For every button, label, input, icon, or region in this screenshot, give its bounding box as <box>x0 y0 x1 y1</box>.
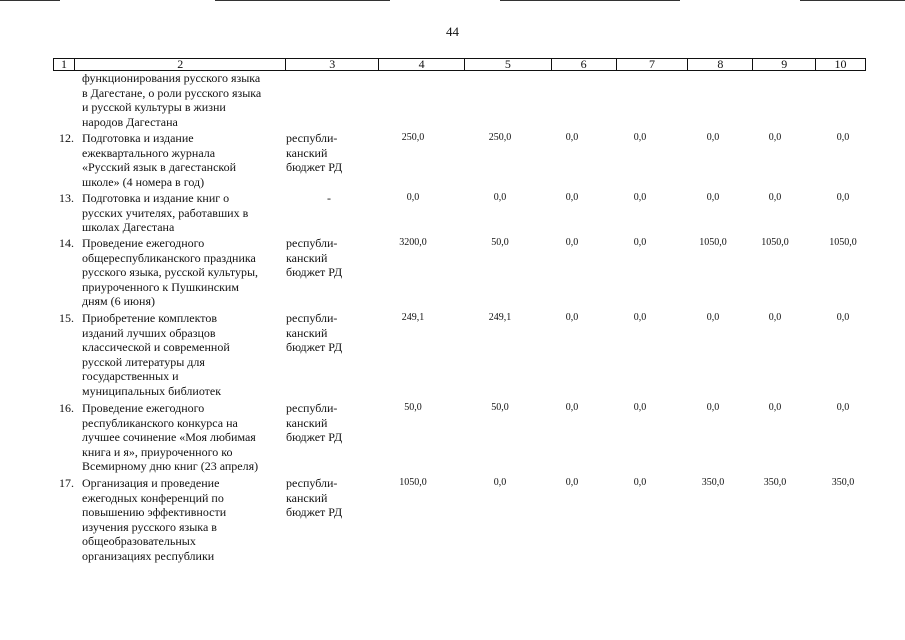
text-line: бюджет РД <box>286 160 343 174</box>
value-col-10: 0,0 <box>836 132 850 143</box>
column-header-8: 8 <box>688 59 753 70</box>
funding-source <box>286 401 376 445</box>
top-edge-line <box>500 0 680 1</box>
row-description <box>82 236 282 309</box>
column-header-10: 10 <box>834 57 847 71</box>
value-col-10: 0,0 <box>836 192 850 203</box>
text-line: Организация и проведение <box>82 476 220 490</box>
value-col-6: 0,0 <box>565 132 579 143</box>
text-line: дням (6 июня) <box>82 294 155 308</box>
text-line: муниципальных библиотек <box>82 383 222 398</box>
value-col-7: 0,0 <box>633 312 647 323</box>
text-line: организациях республики <box>82 548 215 563</box>
text-line: русской литературы для <box>82 354 205 369</box>
value-col-5: 50,0 <box>491 402 509 413</box>
funding-source <box>286 131 376 175</box>
funding-source <box>286 311 376 355</box>
text-line: Подготовка и издание <box>82 131 194 145</box>
funding-source <box>286 236 376 280</box>
value-col-8: 0,0 <box>706 312 720 323</box>
column-header-row <box>53 58 866 71</box>
value-col-9: 0,0 <box>768 192 782 203</box>
text-line: республи- <box>286 236 338 250</box>
value-col-5: 0,0 <box>493 192 507 203</box>
row-number: 15. <box>59 311 74 325</box>
value-col-10: 0,0 <box>836 402 850 413</box>
value-col-5: 249,1 <box>488 312 512 323</box>
value-col-6: 0,0 <box>565 477 579 488</box>
text-line: ежеквартального журнала <box>82 145 216 160</box>
value-col-9: 1050,0 <box>761 237 789 248</box>
text-line: канский <box>286 250 328 265</box>
row-description <box>82 401 282 474</box>
text-line: канский <box>286 325 328 340</box>
text-line: Подготовка и издание книг о <box>82 191 230 205</box>
value-col-5: 250,0 <box>488 132 512 143</box>
row-number: 12. <box>59 131 74 145</box>
column-header-2: 2 <box>75 59 286 70</box>
top-edge-line <box>215 0 390 1</box>
value-col-4: 0,0 <box>406 192 420 203</box>
text-line: бюджет РД <box>286 340 343 354</box>
value-col-6: 0,0 <box>565 312 579 323</box>
text-line: канский <box>286 145 328 160</box>
page-number: 44 <box>446 24 459 39</box>
value-col-9: 0,0 <box>768 402 782 413</box>
value-col-4: 249,1 <box>401 312 425 323</box>
value-col-6: 0,0 <box>565 237 579 248</box>
value-col-8: 1050,0 <box>699 237 727 248</box>
text-line: бюджет РД <box>286 430 343 444</box>
value-col-7: 0,0 <box>633 132 647 143</box>
text-line: ежегодных конференций по <box>82 490 224 505</box>
text-line: приуроченного к Пушкинским <box>82 279 239 294</box>
text-line: республи- <box>286 476 338 490</box>
value-col-7: 0,0 <box>633 477 647 488</box>
continuation-text <box>82 71 282 129</box>
value-col-9: 0,0 <box>768 132 782 143</box>
text-line: школах Дагестана <box>82 220 175 234</box>
value-col-10: 1050,0 <box>829 237 857 248</box>
value-col-7: 0,0 <box>633 402 647 413</box>
text-line: русского языка, русской культуры, <box>82 265 259 279</box>
row-description <box>82 131 282 189</box>
value-col-9: 350,0 <box>763 477 787 488</box>
text-line: бюджет РД <box>286 505 343 519</box>
text-line: русских учителях, работавших в <box>82 205 249 220</box>
column-header-5: 5 <box>465 59 552 70</box>
row-description <box>82 311 282 398</box>
top-edge-line <box>800 0 905 1</box>
value-col-10: 350,0 <box>831 477 855 488</box>
value-col-4: 50,0 <box>404 402 422 413</box>
column-header-6: 6 <box>552 59 617 70</box>
value-col-5: 0,0 <box>493 477 507 488</box>
text-line: изучения русского языка в <box>82 519 217 534</box>
text-line: республи- <box>286 401 338 415</box>
row-number: 14. <box>59 236 74 250</box>
value-col-4: 3200,0 <box>399 237 427 248</box>
column-header-4: 4 <box>379 59 465 70</box>
column-header-1: 1 <box>54 59 75 70</box>
value-col-10: 0,0 <box>836 312 850 323</box>
text-line: изданий лучших образцов <box>82 325 216 340</box>
text-line: канский <box>286 490 328 505</box>
text-line: республи- <box>286 311 338 325</box>
text-line: народов Дагестана <box>82 114 178 129</box>
value-col-8: 0,0 <box>706 132 720 143</box>
text-line: «Русский язык в дагестанской <box>82 160 237 174</box>
row-description <box>82 476 282 563</box>
value-col-9: 0,0 <box>768 312 782 323</box>
value-col-4: 1050,0 <box>399 477 427 488</box>
column-header-3: 3 <box>286 59 379 70</box>
value-col-5: 50,0 <box>491 237 509 248</box>
top-edge-line <box>0 0 60 1</box>
value-col-7: 0,0 <box>633 192 647 203</box>
value-col-6: 0,0 <box>565 402 579 413</box>
value-col-8: 350,0 <box>701 477 725 488</box>
column-header-7: 7 <box>617 59 689 70</box>
text-line: классической и современной <box>82 340 230 354</box>
funding-source <box>286 476 376 520</box>
row-number: 13. <box>59 191 74 205</box>
column-header-9: 9 <box>753 59 816 70</box>
row-description <box>82 191 282 235</box>
row-number: 17. <box>59 476 74 490</box>
text-line: республиканского конкурса на <box>82 415 238 430</box>
value-col-8: 0,0 <box>706 402 720 413</box>
text-line: повышению эффективности <box>82 505 227 519</box>
text-line: школе» (4 номера в год) <box>82 174 205 189</box>
text-line: общеобразовательных <box>82 534 196 548</box>
row-number: 16. <box>59 401 74 415</box>
text-line: республи- <box>286 131 338 145</box>
value-col-6: 0,0 <box>565 192 579 203</box>
text-line: канский <box>286 415 328 430</box>
text-line: Приобретение комплектов <box>82 311 218 325</box>
text-line: функционирования русского языка <box>82 71 261 85</box>
text-line: Всемирному дню книг (23 апреля) <box>82 459 259 473</box>
text-line: Проведение ежегодного <box>82 401 205 415</box>
text-line: Проведение ежегодного <box>82 236 205 250</box>
text-line: бюджет РД <box>286 265 343 279</box>
text-line: в Дагестане, о роли русского языка <box>82 85 262 100</box>
text-line: и русской культуры в жизни <box>82 100 226 114</box>
text-line: общереспубликанского праздника <box>82 250 256 265</box>
value-col-7: 0,0 <box>633 237 647 248</box>
text-line: государственных и <box>82 369 179 383</box>
funding-source: - <box>327 191 331 205</box>
text-line: лучшее сочинение «Моя любимая <box>82 430 256 444</box>
value-col-8: 0,0 <box>706 192 720 203</box>
text-line: книга и я», приуроченного ко <box>82 444 233 459</box>
value-col-4: 250,0 <box>401 132 425 143</box>
